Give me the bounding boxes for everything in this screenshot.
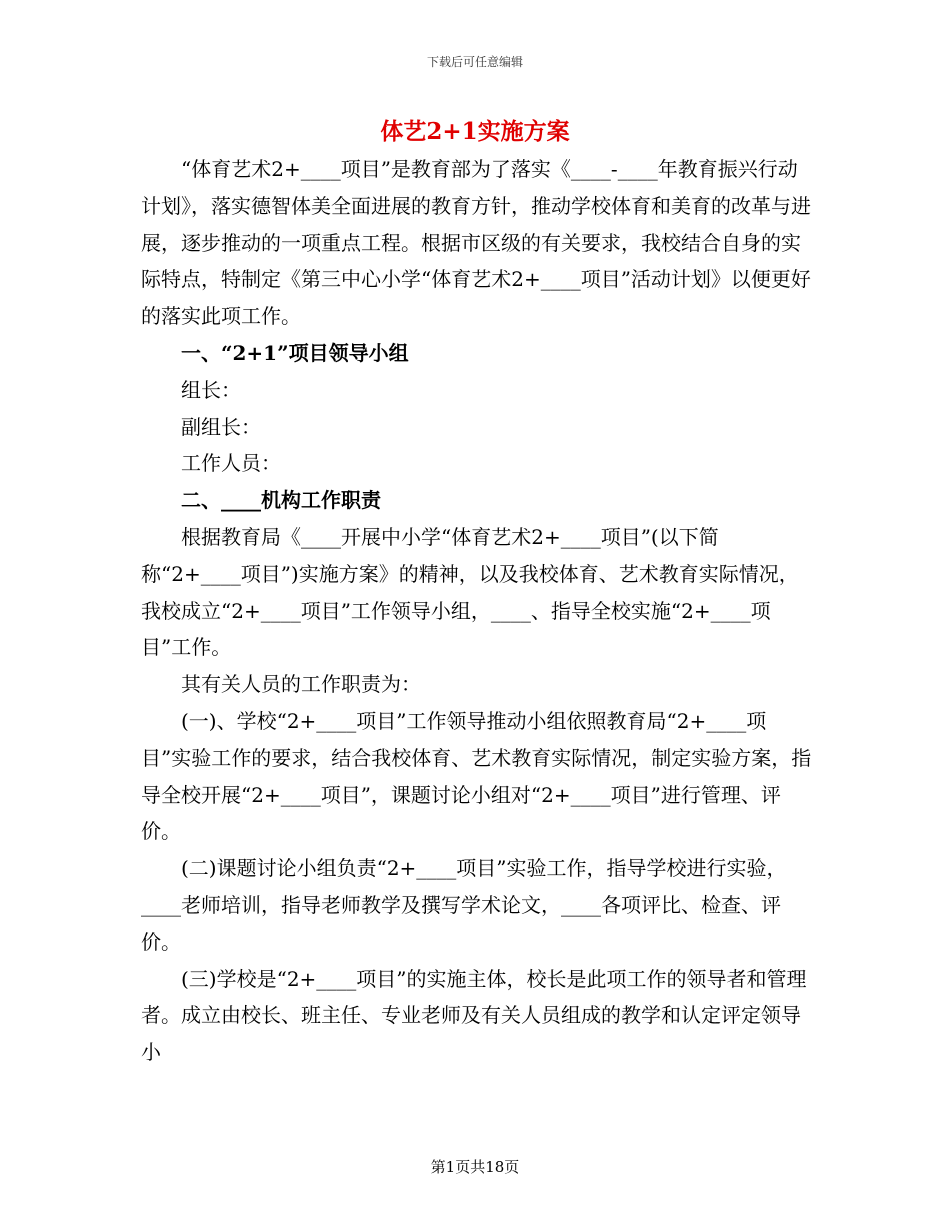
duty-item-3: (三)学校是“2+____项目”的实施主体，校长是此项工作的领导者和管理者。成立由校长、班主任、专业老师及有关人员组成的教学和认定评定领导小 xyxy=(141,966,807,1065)
document-body xyxy=(141,151,813,1071)
staff-field: 工作人员： xyxy=(181,451,281,476)
header-note: 下载后可任意编辑 xyxy=(426,55,523,69)
duties-paragraph: 根据教育局《____开展中小学“体育艺术2+____项目”(以下简称“2+____项目”)实施方案》的精神，以及我校体育、艺术教育实际情况，我校成立“2+____项目”工作领导小组，____、指导全校实施“2+____项目”工作。 xyxy=(141,524,799,660)
duty-item-1: (一)、学校“2+____项目”工作领导推动小组依照教育局“2+____项目”实验工作的要求，结合我校体育、艺术教育实际情况，制定实验方案，指导全校开展“2+____项目”，课题讨论小组对“2+____项目”进行管理、评价。 xyxy=(141,708,812,844)
duties-intro-paragraph: 其有关人员的工作职责为： xyxy=(181,672,421,697)
leader-field: 组长： xyxy=(181,377,241,402)
page-footer: 第1页共18页 xyxy=(430,1158,520,1176)
deputy-leader-field: 副组长： xyxy=(181,414,261,439)
section-heading-leadership: 一、“2+1”项目领导小组 xyxy=(181,340,409,365)
intro-paragraph: “体育艺术2+____项目”是教育部为了落实《____-____年教育振兴行动计划》，落实德智体美全面进展的教育方针，推动学校体育和美育的改革与进展，逐步推动的一项重点工程。根据市区级的有关要求，我校结合自身的实际特点，特制定《第三中心小学“体育艺术2+____项目”活动计划》以便更好的落实此项工作。 xyxy=(141,157,811,329)
document-title: 体艺2+1实施方案 xyxy=(380,118,570,145)
section-heading-duties: 二、____机构工作职责 xyxy=(181,488,381,513)
duty-item-2: (二)课题讨论小组负责“2+____项目”实验工作，指导学校进行实验，____老师培训，指导老师教学及撰写学术论文，____各项评比、检查、评价。 xyxy=(141,856,787,954)
